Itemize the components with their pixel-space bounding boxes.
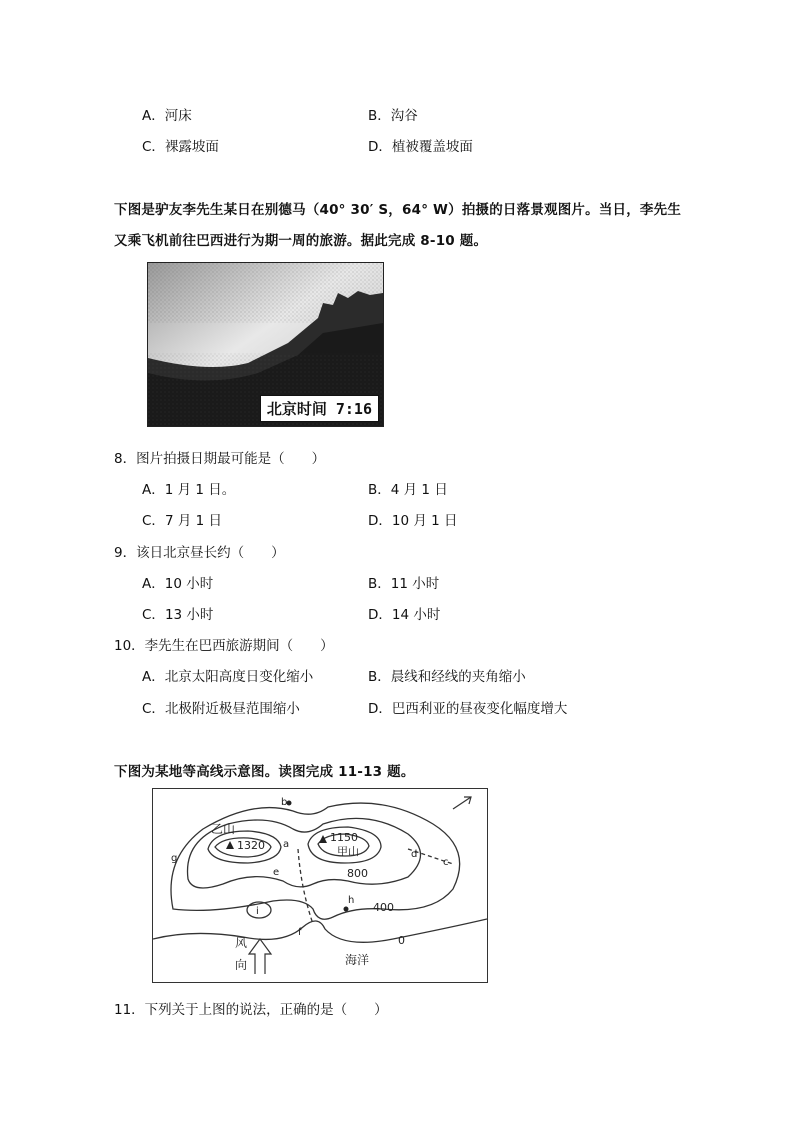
prev-option-a: A．河床 xyxy=(142,108,192,124)
label-sea: 海洋 xyxy=(345,953,370,967)
label-contour-800: 800 xyxy=(347,867,368,880)
label-point-i: i xyxy=(256,906,259,917)
question-8: 8．图片拍摄日期最可能是（ ） xyxy=(114,451,326,467)
q9-option-d: D．14 小时 xyxy=(368,607,441,623)
q9-option-c: C．13 小时 xyxy=(142,607,214,623)
label-elev-yi: 1320 xyxy=(237,839,265,852)
label-point-g: g xyxy=(171,853,178,864)
q8-option-d: D．10 月 1 日 xyxy=(368,513,458,529)
label-point-f: f xyxy=(298,927,302,938)
q8-option-a: A．1 月 1 日。 xyxy=(142,482,236,498)
contour-map xyxy=(152,788,488,983)
label-point-e: e xyxy=(273,867,280,878)
prev-option-d: D．植被覆盖坡面 xyxy=(368,139,473,155)
prev-option-b: B．沟谷 xyxy=(368,108,418,124)
label-contour-0: 0 xyxy=(398,934,405,947)
q10-option-d: D．巴西利亚的昼夜变化幅度增大 xyxy=(368,701,568,717)
label-point-b: b xyxy=(281,797,288,808)
q9-option-a: A．10 小时 xyxy=(142,576,214,592)
q10-option-a: A．北京太阳高度日变化缩小 xyxy=(142,669,314,685)
label-wind: 风 xyxy=(235,936,248,950)
question-9: 9．该日北京昼长约（ ） xyxy=(114,545,285,561)
section1-stem-line1: 下图是驴友李先生某日在别德马（40° 30′ S，64° W）拍摄的日落景观图片。当日，李先生 xyxy=(114,202,682,218)
label-point-d: d xyxy=(411,849,418,860)
q8-option-c: C．7 月 1 日 xyxy=(142,513,222,529)
q10-option-c: C．北极附近极昼范围缩小 xyxy=(142,701,300,717)
label-point-a: a xyxy=(283,839,290,850)
q10-option-b: B．晨线和经线的夹角缩小 xyxy=(368,669,526,685)
sunset-photo xyxy=(147,262,384,427)
label-point-h: h xyxy=(348,895,355,906)
prev-option-c: C．裸露坡面 xyxy=(142,139,219,155)
label-wind-2: 向 xyxy=(235,958,248,972)
label-contour-400: 400 xyxy=(373,901,394,914)
contour-map-drawing xyxy=(153,789,487,982)
section2-stem: 下图为某地等高线示意图。读图完成 11-13 题。 xyxy=(114,764,415,780)
label-elev-jia: 1150 xyxy=(330,831,358,844)
label-mountain-jia: 甲山 xyxy=(337,845,359,858)
label-mountain-yi: 乙山 xyxy=(211,822,236,836)
photo-time-caption: 北京时间 7:16 xyxy=(260,395,379,422)
q9-option-b: B．11 小时 xyxy=(368,576,440,592)
label-point-c: c xyxy=(443,857,449,868)
q8-option-b: B．4 月 1 日 xyxy=(368,482,448,498)
section1-stem-line2: 又乘飞机前往巴西进行为期一周的旅游。据此完成 8-10 题。 xyxy=(114,233,488,249)
question-11: 11．下列关于上图的说法，正确的是（ ） xyxy=(114,1002,388,1018)
question-10: 10．李先生在巴西旅游期间（ ） xyxy=(114,638,334,654)
